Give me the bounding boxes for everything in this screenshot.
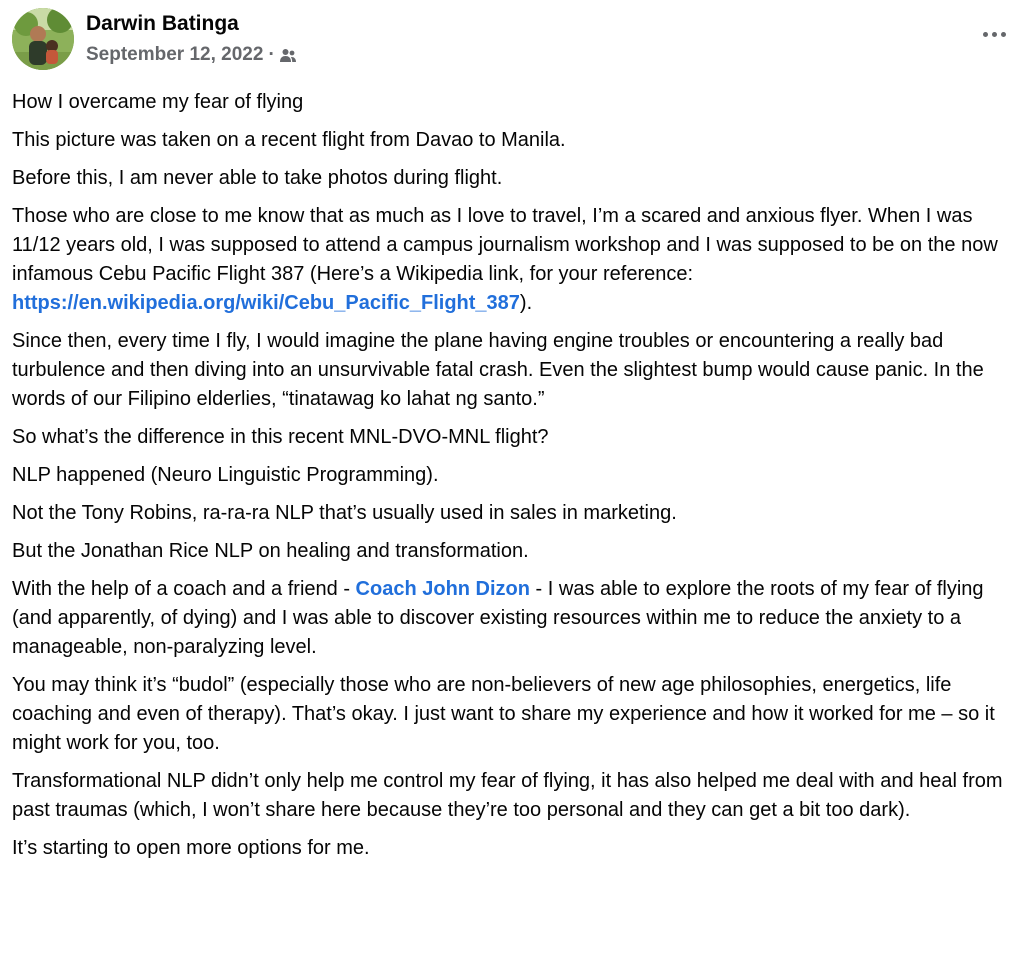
post-paragraph: NLP happened (Neuro Linguistic Programming). [12,464,439,486]
post-meta [86,44,297,66]
avatar[interactable] [12,8,74,70]
post-paragraph: Since then, every time I fly, I would imagine the plane having engine troubles or encountering a really bad turbulence and then diving into an unsurvivable fatal crash. Even the slightest bump would cause panic. In the words of our Filipino elderlies, “tinatawag ko lahat ng santo.” [12,330,984,410]
post-date[interactable]: September 12, 2022 [86,44,264,65]
paragraph-text: ). [519,292,533,314]
meta-separator: · [268,44,275,65]
wikipedia-link[interactable]: https://en.wikipedia.org/wiki/Cebu_Pacific_Flight_387 [12,292,520,314]
post-paragraph: This picture was taken on a recent flight from Davao to Manila. [12,129,566,151]
post-body [12,88,1012,872]
post-paragraph: So what’s the difference in this recent MNL-DVO-MNL flight? [12,426,549,448]
post-paragraph: Not the Tony Robins, ra-ra-ra NLP that’s usually used in sales in marketing. [12,502,677,524]
more-options-icon-dot [1001,32,1006,37]
paragraph-text: With the help of a coach and a friend - [12,578,356,600]
author-name[interactable]: Darwin Batinga [86,12,239,35]
post-paragraph: But the Jonathan Rice NLP on healing and transformation. [12,540,529,562]
post-paragraph: It’s starting to open more options for me. [12,837,370,859]
paragraph-text: - I was able to explore the roots of my fear of flying (and apparently, of dying) and I was able to discover existing resources within me to reduce the anxiety to a manageable, non-paralyzing level. [12,578,984,658]
post-paragraph: Transformational NLP didn’t only help me control my fear of flying, it has also helped me deal with and heal from past traumas (which, I won’t share here because they’re too personal and they can get a bit too dark). [12,770,1003,821]
paragraph-text: Those who are close to me know that as much as I love to travel, I’m a scared and anxious flyer. When I was 11/12 years old, I was supposed to attend a campus journalism workshop and I was supposed to be on the now infamous Cebu Pacific Flight 387 (Here’s a Wikipedia link, for your reference: [12,205,998,285]
coach-profile-link[interactable]: Coach John Dizon [355,578,530,600]
more-options-button[interactable] [976,20,1012,48]
post-header [12,8,1012,72]
post-paragraph: Before this, I am never able to take photos during flight. [12,167,503,189]
post-paragraph [12,202,1012,318]
post-paragraph [12,575,1012,662]
more-options-icon [983,32,988,37]
post-paragraph: You may think it’s “budol” (especially those who are non-believers of new age philosophies, energetics, life coaching and even of therapy). That’s okay. I just want to share my experience and how it worked for me – so it might work for you, too. [12,674,995,754]
post-paragraph: How I overcame my fear of flying [12,91,304,113]
more-options-icon-dot [992,32,997,37]
avatar-image [12,8,74,70]
friends-icon[interactable] [279,48,297,64]
